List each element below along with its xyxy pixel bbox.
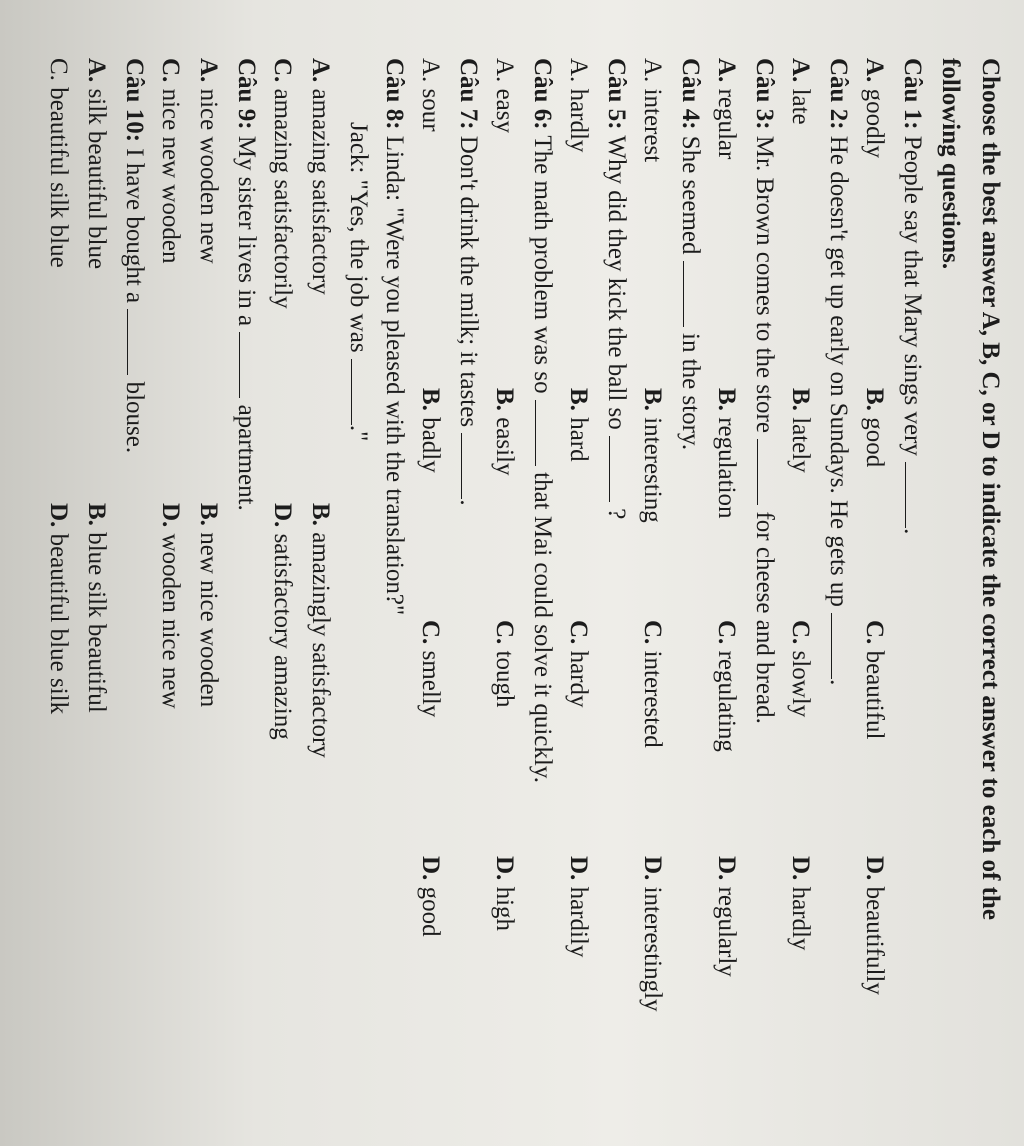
option-a: A. nice wooden new [195,58,222,264]
option-b: B. easily [491,388,518,476]
option-c: C. beautiful silk blue [45,58,72,268]
option-b: B. badly [417,388,444,473]
question-text: She seemed [677,135,704,255]
question-label: Câu 2: [825,58,852,130]
answer-blank [461,433,484,499]
question-label: Câu 4: [677,58,704,130]
option-b: B. regulation [713,388,740,519]
option-a: A. hardly [565,58,592,153]
question-label: Câu 3: [751,58,778,130]
question-label: Câu 6: [529,58,556,130]
answer-blank [535,400,558,466]
answer-blank [127,309,150,375]
option-c: C. nice new wooden [157,58,184,264]
option-c: C. amazing satisfactorily [269,58,296,309]
answer-blank [239,332,262,398]
question-text-end: . [899,528,926,535]
option-d: D. interestingly [639,856,666,1012]
instruction-text: following questions. [937,58,964,270]
option-a: A. sour [417,58,444,132]
answer-blank [351,359,374,425]
option-a: A. late [787,58,814,125]
option-d: D. beautifully [861,856,888,995]
answer-blank [683,261,706,327]
answer-blank [831,613,854,679]
question-4 [672,58,708,450]
option-d: D. satisfactory amazing [269,503,296,740]
question-text: I have bought a [121,148,148,304]
option-d: D. wooden nice new [157,503,184,709]
option-c: C. tough [491,620,518,708]
question-text: Don't drink the milk; it tastes [455,135,482,428]
question-text: Mr. Brown comes to the store [751,135,778,433]
question-7 [450,58,486,506]
question-text-end: in the story. [677,333,704,451]
option-d: D. high [491,856,518,932]
option-a: A. goodly [861,58,888,159]
answer-blank [905,462,928,528]
answer-blank [757,439,780,505]
question-text-end: apartment. [233,404,260,511]
question-5 [598,58,634,519]
question-label: Câu 9: [233,58,260,130]
question-3 [746,58,782,724]
option-b: B. good [861,388,888,468]
question-text-end: ." [345,424,372,442]
instruction-line-2 [932,58,968,269]
option-d: D. regularly [713,856,740,977]
option-b: B. lately [787,388,814,473]
question-9 [228,58,264,511]
question-text-end: ? [603,508,630,520]
option-a: A. interest [639,58,666,163]
option-c: C. beautiful [861,620,888,740]
question-text: Why did they kick the ball so [603,135,630,430]
option-c: C. slowly [787,620,814,718]
question-10 [116,58,152,453]
question-label: Câu 7: [455,58,482,130]
question-label: Câu 5: [603,58,630,130]
option-d: D. good [417,856,444,937]
option-b: B. hard [565,388,592,462]
option-a: A. easy [491,58,518,133]
question-text-end: blouse. [121,381,148,454]
option-d: D. hardily [565,856,592,958]
question-text-end: for cheese and bread. [751,511,778,724]
question-8 [376,58,412,615]
question-text: Linda: "Were you pleased with the translation?" [381,135,408,616]
question-6 [524,58,560,783]
option-c: C. hardy [565,620,592,708]
instruction-line-1 [972,58,1008,920]
option-b: B. amazingly satisfactory [307,503,334,758]
option-c: C. smelly [417,620,444,718]
option-b: B. interesting [639,388,666,523]
option-d: D. beautiful blue silk [45,503,72,715]
question-text: The math problem was so [529,135,556,394]
question-text-end: . [455,499,482,506]
option-d: D. hardly [787,856,814,951]
option-b: B. new nice wooden [195,503,222,708]
option-a: A. silk beautiful blue [83,58,110,270]
question-label: Câu 8: [381,58,408,130]
question-label: Câu 10: [121,58,148,143]
question-label: Câu 1: [899,58,926,130]
question-2 [820,58,856,685]
question-text: My sister lives in a [233,135,260,327]
question-text: He doesn't get up early on Sundays. He gets up [825,135,852,607]
option-a: A. regular [713,58,740,160]
option-c: C. regulating [713,620,740,752]
option-a: A. amazing satisfactory [307,58,334,295]
question-1 [894,58,930,534]
option-b: B. blue silk beautiful [83,503,110,713]
option-c: C. interested [639,620,666,748]
question-text: Jack: "Yes, the job was [345,122,372,353]
question-8-reply [340,122,376,441]
question-text-end: . [825,679,852,686]
question-text-end: that Mai could solve it quickly. [529,472,556,783]
instruction-text: Choose the best answer A, B, C, or D to indicate the correct answer to each of the [977,58,1004,920]
question-text: People say that Mary sings very [899,135,926,456]
answer-blank [609,436,632,502]
